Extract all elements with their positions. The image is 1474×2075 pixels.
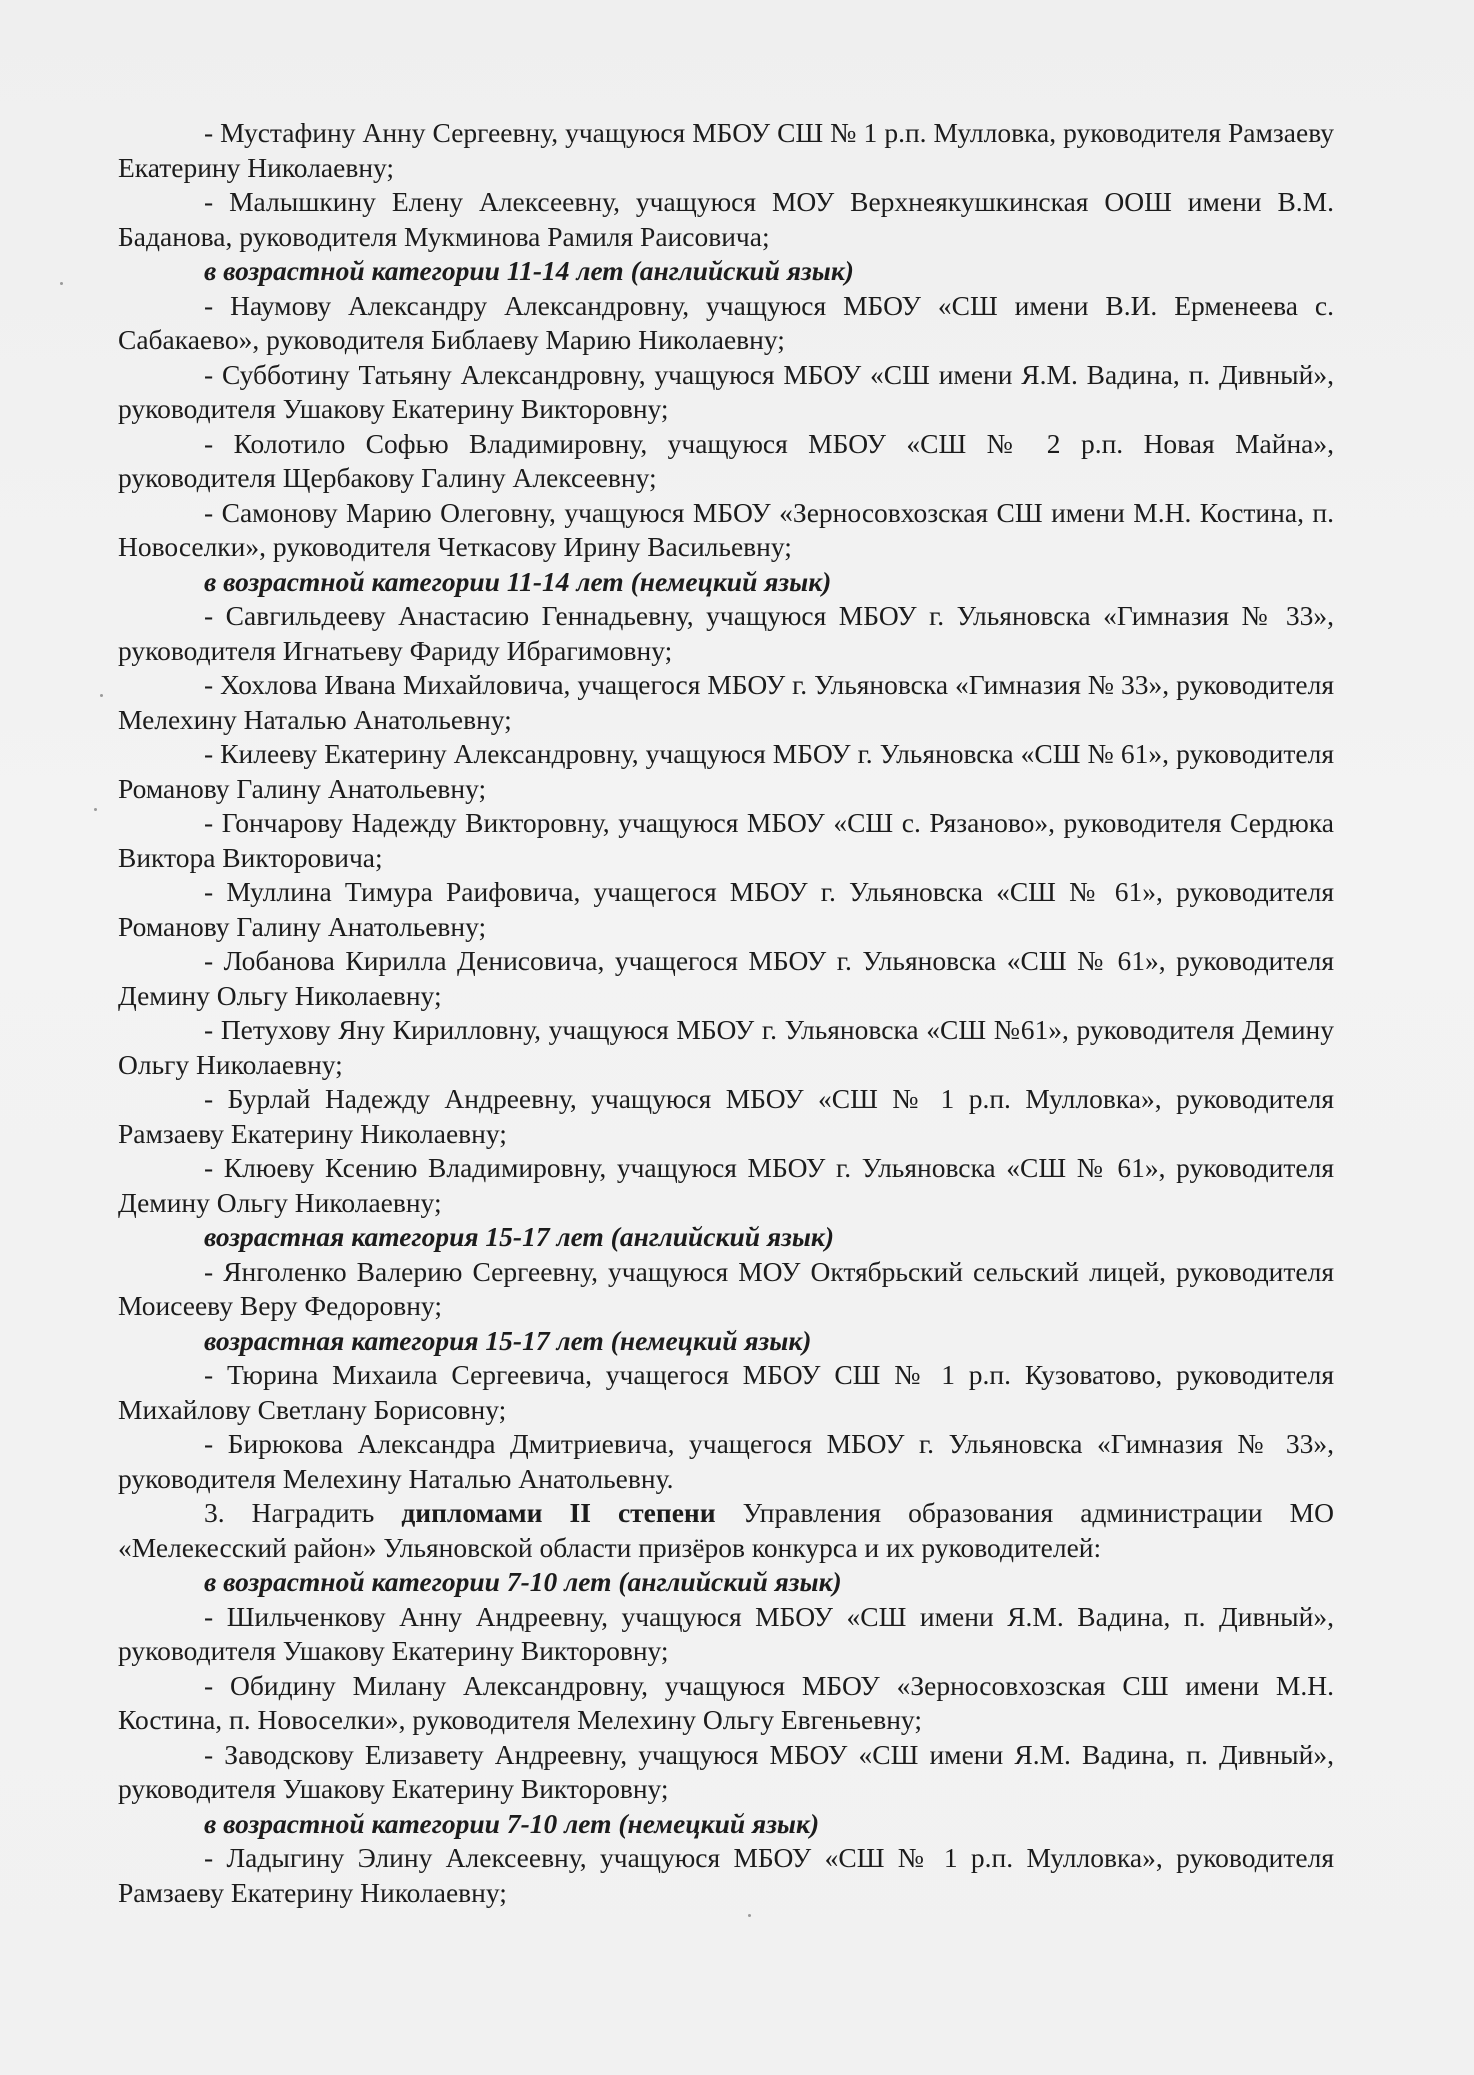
list-item: - Муллина Тимура Раифовича, учащегося МБОУ г. Ульяновска «СШ № 61», руководителя Романову Галину Анатольевну; bbox=[118, 876, 1334, 942]
scan-speck bbox=[748, 1914, 751, 1917]
list-item: - Малышкину Елену Алексеевну, учащуюся МОУ Верхнеякушкинская ООШ имени В.М. Баданова, руководителя Мукминова Рамиля Раисовича; bbox=[118, 186, 1334, 252]
list-item: - Субботину Татьяну Александровну, учащуюся МБОУ «СШ имени Я.М. Вадина, п. Дивный», руководителя Ушакову Екатерину Викторовну; bbox=[118, 358, 1334, 424]
list-item: - Тюрина Михаила Сергеевича, учащегося МБОУ СШ № 1 р.п. Кузоватово, руководителя Михайлову Светлану Борисовну; bbox=[118, 1359, 1334, 1425]
list-item: - Клюеву Ксению Владимировну, учащуюся МБОУ г. Ульяновска «СШ № 61», руководителя Демину Ольгу Николаевну; bbox=[118, 1152, 1334, 1218]
list-item: - Янголенко Валерию Сергеевну, учащуюся МОУ Октябрьский сельский лицей, руководителя Моисееву Веру Федоровну; bbox=[118, 1255, 1334, 1321]
list-item: - Обидину Милану Александровну, учащуюся МБОУ «Зерносовхозская СШ имени М.Н. Костина, п. Новоселки», руководителя Мелехину Ольгу Евгеньевну; bbox=[118, 1669, 1334, 1735]
list-item: - Гончарову Надежду Викторовну, учащуюся МБОУ «СШ с. Рязаново», руководителя Сердюка Виктора Викторовича; bbox=[118, 807, 1334, 873]
list-item: - Наумову Александру Александровну, учащуюся МБОУ «СШ имени В.И. Ерменеева с. Сабакаево», руководителя Библаеву Марию Николаевну; bbox=[118, 289, 1334, 355]
list-item: - Савгильдееву Анастасию Геннадьевну, учащуюся МБОУ г. Ульяновска «Гимназия № 33», руководителя Игнатьеву Фариду Ибрагимовну; bbox=[118, 600, 1334, 666]
category-heading: в возрастной категории 7-10 лет (английский язык) bbox=[204, 1566, 842, 1597]
list-item: - Ладыгину Элину Алексеевну, учащуюся МБОУ «СШ № 1 р.п. Мулловка», руководителя Рамзаеву Екатерину Николаевну; bbox=[118, 1842, 1334, 1908]
list-item: - Мустафину Анну Сергеевну, учащуюся МБОУ СШ № 1 р.п. Мулловка, руководителя Рамзаеву Екатерину Николаевну; bbox=[118, 117, 1334, 183]
list-item: - Петухову Яну Кирилловну, учащуюся МБОУ г. Ульяновска «СШ №61», руководителя Демину Ольгу Николаевну; bbox=[118, 1014, 1334, 1080]
list-item: - Бирюкова Александра Дмитриевича, учащегося МБОУ г. Ульяновска «Гимназия № 33», руководителя Мелехину Наталью Анатольевну. bbox=[118, 1428, 1334, 1494]
list-item: - Килееву Екатерину Александровну, учащуюся МБОУ г. Ульяновска «СШ № 61», руководителя Романову Галину Анатольевну; bbox=[118, 738, 1334, 804]
award-paragraph bbox=[118, 1496, 1334, 1565]
list-item: - Самонову Марию Олеговну, учащуюся МБОУ «Зерносовхозская СШ имени М.Н. Костина, п. Новоселки», руководителя Четкасову Ирину Васильевну; bbox=[118, 496, 1334, 562]
category-heading: в возрастной категории 11-14 лет (немецкий язык) bbox=[204, 565, 832, 597]
scan-speck bbox=[100, 694, 103, 697]
category-heading: в возрастной категории 7-10 лет (немецкий язык) bbox=[204, 1807, 820, 1839]
list-item: - Бурлай Надежду Андреевну, учащуюся МБОУ «СШ № 1 р.п. Мулловка», руководителя Рамзаеву Екатерину Николаевну; bbox=[118, 1083, 1334, 1149]
award-diploma-degree: дипломами II степени bbox=[401, 1497, 716, 1528]
document-body bbox=[118, 116, 1334, 1910]
scan-speck bbox=[60, 282, 63, 285]
list-item: - Заводскову Елизавету Андреевну, учащуюся МБОУ «СШ имени Я.М. Вадина, п. Дивный», руководителя Ушакову Екатерину Викторовну; bbox=[118, 1738, 1334, 1804]
list-item: - Шильченкову Анну Андреевну, учащуюся МБОУ «СШ имени Я.М. Вадина, п. Дивный», руководителя Ушакову Екатерину Викторовну; bbox=[118, 1600, 1334, 1666]
list-item: - Хохлова Ивана Михайловича, учащегося МБОУ г. Ульяновска «Гимназия № 33», руководителя Мелехину Наталью Анатольевну; bbox=[118, 669, 1334, 735]
award-text-before: 3. Наградить bbox=[204, 1497, 402, 1528]
list-item: - Колотило Софью Владимировну, учащуюся МБОУ «СШ № 2 р.п. Новая Майна», руководителя Щербакову Галину Алексеевну; bbox=[118, 427, 1334, 493]
list-item: - Лобанова Кирилла Денисовича, учащегося МБОУ г. Ульяновска «СШ № 61», руководителя Демину Ольгу Николаевну; bbox=[118, 945, 1334, 1011]
scan-speck bbox=[94, 808, 97, 811]
award-text-after: Управления образования администрации МО «Мелекесский район» Ульяновской области призёров конкурса и их руководителей: bbox=[118, 1497, 1334, 1563]
category-heading: в возрастной категории 11-14 лет (английский язык) bbox=[204, 255, 854, 286]
category-heading: возрастная категория 15-17 лет (английский язык) bbox=[204, 1221, 835, 1252]
category-heading: возрастная категория 15-17 лет (немецкий язык) bbox=[204, 1324, 812, 1356]
